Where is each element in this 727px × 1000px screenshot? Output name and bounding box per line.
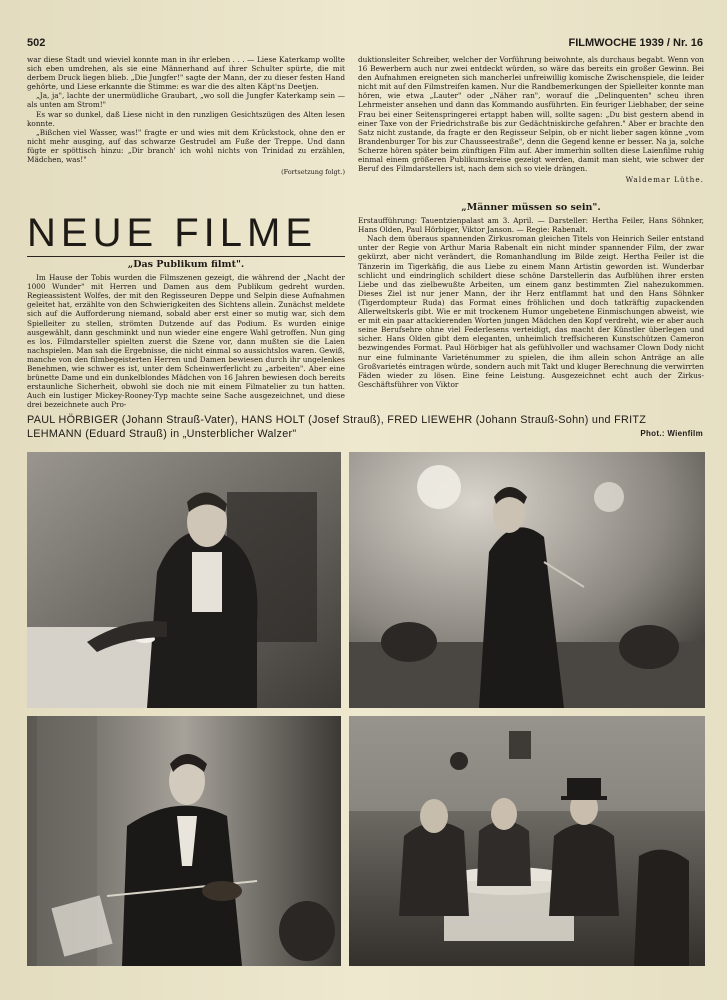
photo-conductor-image <box>349 452 705 708</box>
story-paragraph: „Bißchen viel Wasser, was!" fragte er und wies mit dem Krückstock, ohne den er nicht mehr ausging, auf das schwarze Gestrudel am Fuße der Treppe. Und dann fügte er spöttisch hinzu: „Dir branch' ich wohl nichts von Trinidad zu erzählen, Mädchen, was!" <box>27 127 345 165</box>
review-paragraph: Nach dem überaus spannenden Zirkusroman gleichen Titels von Heinrich Seiler entstand unter der Regie von Arthur Maria Rabenalt ein nicht minder spannender Film, der zwar gekürzt, aber nicht verändert, die Romanhandlung im Bilde zeigt. Hertha Feiler ist die Tänzerin im Tigerkäfig, die aus Liebe zu einem Mann Artistin geworden ist. Wunderbar schlicht und eindringlich schildert diese schöne Darstellerin das Aufblühen ihrer ersten Liebe und das zielbewußte Arbeiten, um einem ganz bestimmten Ziel nahezukommen. Dieses Ziel ist nur jener Mann, der ihr Herz entflammt hat und den Hans Söhnker (Tigerdompteur Ruda) das Format eines fröhlichen und doch tatkräftig zupackenden Allerweltskerls gibt. Wie er mit trockenem Humor ungebetene Einmischungen abweist, wie er mit ein paar attackierenden Worten jungen Mädchen den Kopf verdreht, wie er aber auch seine Berufsehre ohne viel Federlesens verteidigt, das macht der Künstler überlegen und sicher. Hans Olden gibt dem eleganten, unheimlich treffsicheren Kunstschützen Cameron bezwingendes Format. Paul Hörbiger hat als gefühlvoller und wachsamer Clown Dody nicht nur eine fulminante Varieténummer zu spielen, die ihm allein schon Anträge an alle Großvarietés eintragen würde, sondern auch mit Takt und kluger Berechnung die verwirrten Fäden wieder zu lösen. Eine feine Leistung. Ausgezeichnet echt auch der Zirkus-Geschäftsführer von Viktor <box>358 234 704 389</box>
continuation-note: (Fortsetzung folgt.) <box>281 168 345 177</box>
section-headline: NEUE FILME <box>27 211 318 255</box>
article-subhead: „Das Publikum filmt". <box>127 259 245 270</box>
review-subhead: „Männer müssen so sein". <box>461 202 601 213</box>
story-paragraph: war diese Stadt und wieviel konnte man in ihr erleben . . . — Liese Katerkamp wollte sich eben umdrehen, als sie eine Männerhand auf ihrer Schulter spürte, die mit derbem Druck liegen blieb. „Die Jungfer!" sagte der Mann, der zu dieser festen Hand gehörte, und Liese erkannte die Stimme: es war die des alten Käpt'ns Deetjen. <box>27 55 345 92</box>
publikum-column <box>27 257 345 410</box>
photo-conductor <box>349 452 705 708</box>
article-paragraph: Im Hause der Tobis wurden die Filmszenen gezeigt, die während der „Nacht der 1000 Wunder" mit Herren und Damen aus dem Publikum gedreht wurden. Regieassistent Wolfes, der mit den Regisseuren Deppe und Selpin diese Aufnahmen geleitet hat, erzählte von den Schwierigkeiten des Sichtens allein. Zunächst meldete sich auf die Aufforderung niemand, sobald aber erst einer so mutig war, sich dem Spielleiter zu stellen, strömten Dutzende auf das Podium. Es wurden einige ausgewählt, dann geschminkt und nun wieder eine engere Wahl getroffen. Nun ging es los. Filmdarsteller spielten zuerst die Szene vor, dann mußten sie die Laien nachspielen. Man sah die Ergebnisse, die nicht einmal so aussichtslos waren. Gewiß, manche von den filmbegeisterten Herren und Damen bewiesen durch ihr ungelenkes Benehmen, wie schwer es ist, unter dem Scheinwerferlicht zu „arbeiten". Aber eine brünette Dame und ein dunkelblondes Mädchen von 16 Jahren bewiesen doch bereits erstaunliche Sicherheit, obwohl sie doch nie mit einem Filmatelier zu tun hatten. Auch ein lustiger Mickey-Rooney-Typ machte seine Sache ausgezeichnet, und diese drei bezeichnete auch Pro- <box>27 273 345 410</box>
story-column <box>27 55 345 177</box>
magazine-title: FILMWOCHE 1939 / Nr. 16 <box>568 37 703 49</box>
photo-seated-man-image <box>27 452 341 708</box>
article-end-column <box>358 55 704 184</box>
photo-seated-man <box>27 452 341 708</box>
caption-text: PAUL HÖRBIGER (Johann Strauß-Vater), HANS HOLT (Josef Strauß), FRED LIEWEHR (Johann Strauß-Sohn) und FRITZ LEHMANN (Eduard Strauß) in „Unsterblicher Walzer" <box>27 414 647 440</box>
photo-violinist-image <box>27 716 341 966</box>
photo-four-men-table <box>349 716 705 966</box>
story-paragraph: Es war so dunkel, daß Liese nicht in den runzligen Gesichtszügen des Alten lesen konnte. <box>27 109 345 128</box>
photo-credit: Phot.: Wienfilm <box>640 429 703 438</box>
photo-violinist <box>27 716 341 966</box>
photo-caption <box>27 413 703 441</box>
article-paragraph: duktionsleiter Schreiber, welcher der Vorführung beiwohnte, als durchaus begabt. Wenn von 16 Bewerbern auch nur zwei entdeckt würden, so wäre das bereits ein großer Gewinn. Bei den Aufnahmen ereigneten sich mancherlei unfreiwillig komische Zwischenspiele, die leider nicht mit auf den Filmstreifen kamen. Nur die Randbemerkungen der Spielleiter konnte man hören, wie etwa „Lauter" oder „Näher ran", worauf die „Delinquenten" scheu ihren Lehrmeister ansehen und dann das Kommando ausführten. Ein feuriger Liebhaber, der seine Frau bei einer Seitenspringerei ertappt haben will, sollte sagen: „Du bist gestern abend in einer Taxe von der Friedrichstraße bis zur Gedächtniskirche gefahren." Aber er brachte den Satz nicht zustande, da fragte er den Regisseur Selpin, ob er nicht lieber sagen könne „vom Brandenburger Tor bis zur Chausseestraße", denn die Gegend kenne er besser. Na ja, solche Scherze hören später beim zünftigen Film auf. Aber immerhin sollten diese Laienfilme ruhig einmal einem größeren Publikumskreise gezeigt werden, damit man sieht, wie schwer der Beruf des Filmdarstellers ist, nach dem sich so viele drängen. <box>358 55 704 174</box>
review-column <box>358 200 704 389</box>
story-paragraph: „Ja, ja", lachte der unermüdliche Graubart, „wo soll die Jungfer Katerkamp sein — als unten am Strom!" <box>27 91 345 110</box>
photo-four-men-table-image <box>349 716 705 966</box>
article-author: Waldemar Lüthe. <box>625 175 704 185</box>
review-credits: Erstaufführung: Tauentzienpalast am 3. April. — Darsteller: Hertha Feiler, Hans Söhnker, Hans Olden, Paul Hörbiger, Viktor Janson. — Regie: Rabenalt. <box>358 216 704 235</box>
page-number: 502 <box>27 37 46 49</box>
